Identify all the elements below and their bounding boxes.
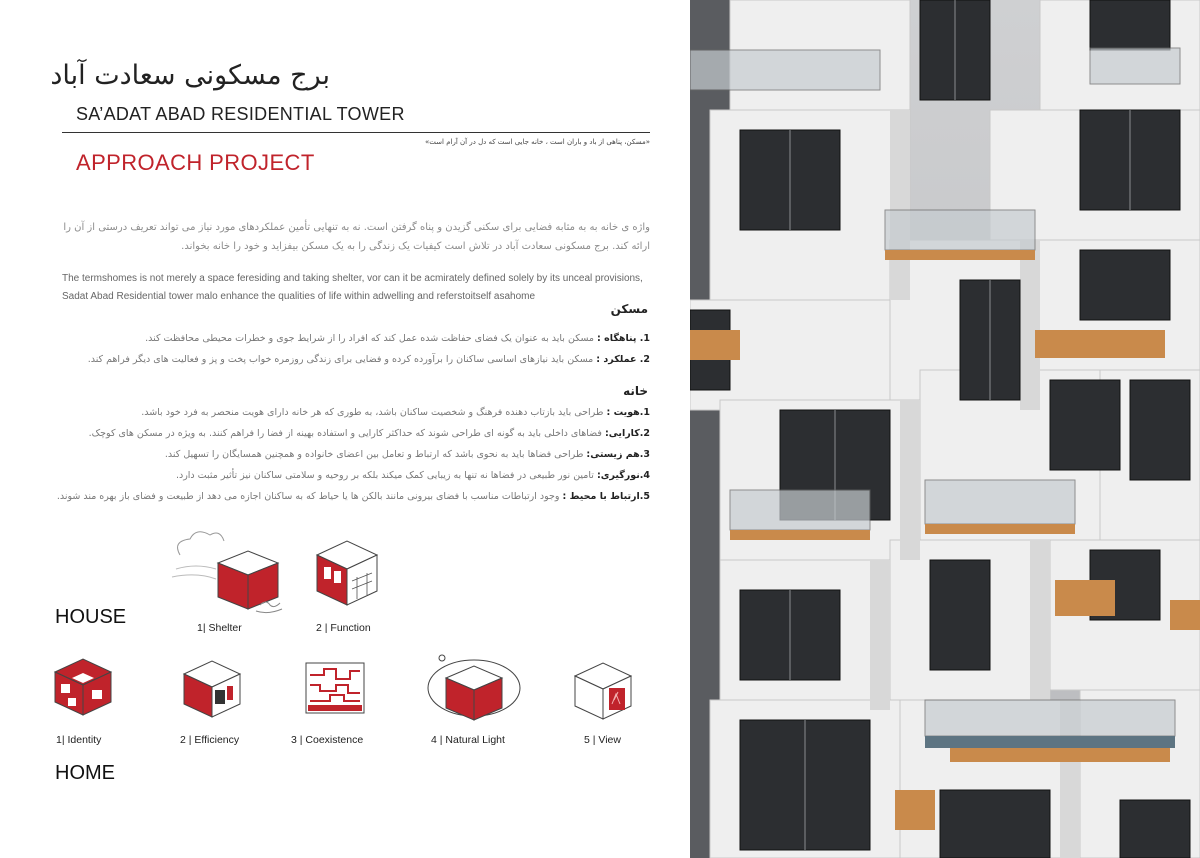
item-label: 4.نورگیری: [596,470,650,481]
caption-function: 2 | Function [316,622,371,634]
list-item [50,402,650,423]
title-divider [62,132,650,133]
house-label: HOUSE [55,606,127,628]
khane-list [50,402,650,507]
item-text: مسکن باید به عنوان یک فضای حفاظت شده عمل کند که افراد را از شرایط جوی و خطرات محیطی محافظت کند. [145,333,598,344]
item-label: 3.هم زیستی: [586,449,650,460]
item-text: طراحی باید بازتاب دهنده فرهنگ و شخصیت ساکنان باشد، به طوری که هر خانه دارای هویت منحصر به فرد خود باشد. [141,407,607,418]
item-text: طراحی فضاها باید به نحوی باشد که ارتباط و تعامل بین اعضای خانواده و همچنین همسایگان را تسهیل کند. [164,449,587,460]
caption-coexistence: 3 | Coexistence [291,734,364,746]
list-item [50,328,650,349]
item-label: 2. عملکرد : [596,354,650,365]
list-item [50,486,650,507]
item-label: 1. پناهگاه : [597,333,650,344]
khane-heading: خانه [623,384,648,398]
building-photo [690,0,1200,858]
item-label: 1.هویت : [606,407,650,418]
cube-coexistence-icon [304,661,366,717]
cube-efficiency-icon [181,658,243,720]
list-item [50,465,650,486]
caption-view: 5 | View [584,734,621,746]
caption-natural-light: 4 | Natural Light [431,734,505,746]
caption-efficiency: 2 | Efficiency [180,734,240,746]
intro-english: The termshomes is not merely a space feresiding and taking shelter, vor can it be acmirately defined solely by its unceal provisions, Sadat Abad Residential tower malo enhance the qualities of life within adwelling and referstoitself asahome [62,273,643,302]
facade-illustration [690,0,1200,858]
cube-view-icon [572,660,634,722]
intro-persian: واژه ی خانه به به مثابه فضایی برای سکنی گزیدن و پناه گرفتن است. نه به تنهایی تأمین عملکردهای مورد نیاز می تواند تعریف درستی از آن را ارائه کند. برج مسکونی سعادت آباد در تلاش است کیفیات یک زندگی را به یک مسکن بیفزاید و خود را خانه بخواند. [63,222,650,252]
item-text: تامین نور طبیعی در فضاها نه تنها به زیبایی کمک میکند بلکه بر روحیه و سلامتی ساکنان نیز تأثیر مثبت دارد. [175,470,597,481]
home-label: HOME [55,762,115,784]
maskan-list [50,328,650,370]
item-text: فضاهای داخلی باید به گونه ای طراحی شوند که حداکثر کارایی و استفاده بهینه از فضا را فراهم کنند. به ویژه در مسکن های کوچک. [88,428,605,439]
list-item [50,423,650,444]
item-label: 5.ارتباط با محیط : [562,491,650,502]
list-item [50,444,650,465]
cube-identity-icon [52,656,114,718]
item-label: 2.کارایی: [604,428,650,439]
maskan-heading: مسکن [610,302,648,316]
caption-identity: 1| Identity [56,734,102,746]
title-english: SA’ADAT ABAD RESIDENTIAL TOWER [76,104,405,124]
caption-shelter: 1| Shelter [197,622,242,634]
item-text: مسکن باید نیازهای اساسی ساکنان را برآورده کرده و فضایی برای زندگی روزمره خواب پخت و پز و فعالیت های دیگر فراهم کند. [87,354,597,365]
list-item [50,349,650,370]
item-text: وجود ارتباطات مناسب با فضای بیرونی مانند بالکن ها یا حیاط که به ساکنان اجازه می دهد از طبیعت و فضای باز بهره مند شوند. [56,491,563,502]
cube-natural-light-icon [424,650,524,722]
section-title: APPROACH PROJECT [76,150,315,175]
title-persian: برج مسکونی سعادت آباد [50,60,330,91]
persian-quote: «مسکن، پناهی از باد و باران است ، خانه جایی است که دل در آن آرام است» [425,138,650,146]
cube-function-icon [312,537,382,609]
cube-shelter-icon [160,525,290,620]
